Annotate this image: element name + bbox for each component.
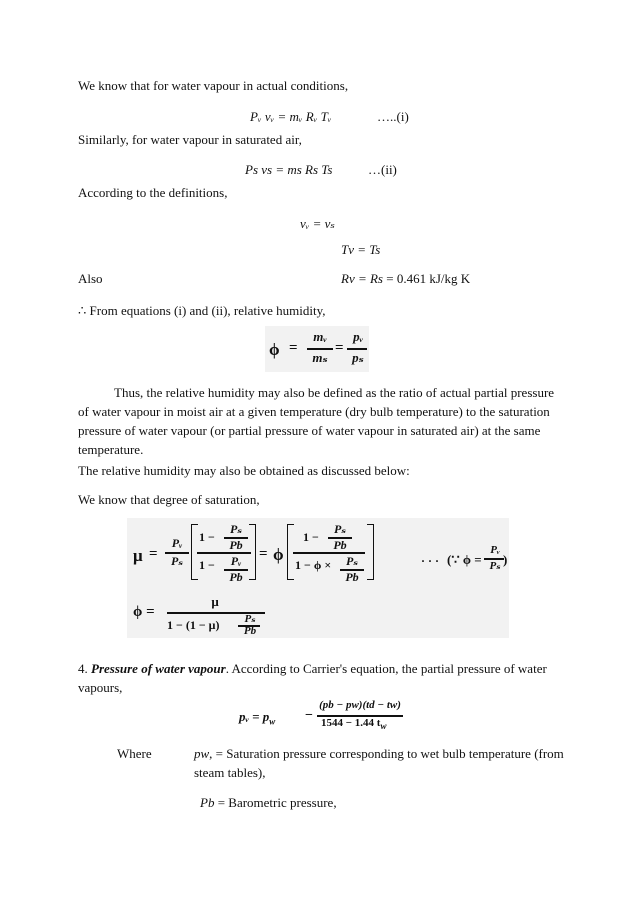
intro-text: We know that for water vapour in actual conditions, [78, 78, 349, 93]
equation-1-tag: …..(i) [377, 109, 409, 124]
pv-numerator: Pᵥ [171, 536, 183, 550]
phi-symbol: ϕ [273, 545, 284, 564]
ps-num: Pₛ [229, 522, 243, 536]
one-minus-3: 1 − [303, 530, 319, 544]
because-phi: (∵ ϕ = [447, 552, 482, 567]
item-4-title: Pressure of water vapour [91, 661, 226, 676]
ms-denominator: mₛ [312, 350, 328, 365]
ps-num-6: Pₛ [244, 613, 256, 625]
ps-denominator: Pₛ [170, 554, 184, 568]
equation-4: Tv = Ts [341, 242, 381, 257]
phi-equals: ϕ = [133, 604, 155, 620]
pb-definition: Pb = Barometric pressure, [200, 795, 337, 810]
equals-sign: = [259, 546, 268, 562]
mv-numerator: mᵥ [313, 329, 327, 344]
lhs: pᵥ = $p_w$ [239, 709, 276, 727]
pb-den-4: Pb [345, 570, 359, 584]
minus-sign: − [305, 708, 313, 723]
ps-denominator: pₛ [352, 350, 364, 365]
ellipsis: · · · [421, 554, 440, 568]
right-bracket [249, 524, 256, 580]
similarly-text: Similarly, for water vapour in saturated air, [78, 132, 302, 147]
paragraph-degree-saturation: We know that degree of saturation, [78, 492, 260, 507]
pb-den-3: Pb [333, 538, 347, 552]
pv-numerator: pᵥ [353, 329, 363, 344]
item-4-text: 4. Pressure of water vapour. According to Carrier's equation, the partial pressure of water vapours, [78, 661, 547, 695]
pb-den: Pb [229, 538, 243, 552]
ps-num-4: Pₛ [345, 554, 359, 568]
mu-numerator: μ [211, 594, 219, 609]
carrier-denominator: 1544 − 1.44 $t_w$ [321, 717, 387, 732]
pv-num-2: Pᵥ [230, 554, 242, 568]
equation-2-tag: …(ii) [368, 162, 397, 177]
phi-symbol: ϕ [269, 340, 280, 359]
equals-sign: = [149, 546, 158, 562]
mu-symbol: μ [133, 546, 143, 565]
degree-of-saturation-formula [127, 518, 509, 638]
one-minus-phi: 1 − ϕ × [295, 558, 332, 572]
definitions-text: According to the definitions, [78, 185, 228, 200]
pv-num-5: Pᵥ [490, 544, 500, 556]
ps-num-3: Pₛ [333, 522, 347, 536]
therefore-text: ∴ From equations (i) and (ii), relative humidity, [78, 303, 326, 318]
paragraph-obtained: The relative humidity may also be obtained as discussed below: [78, 463, 410, 478]
equation-2: Ps vs = ms Rs Ts [245, 162, 333, 177]
pb-den-6: Pb [243, 625, 257, 637]
equals-sign: = [335, 340, 344, 356]
right-bracket-2 [367, 524, 374, 580]
one-minus-2: 1 − [199, 558, 215, 572]
also-text: Also [78, 271, 103, 286]
relative-humidity-formula [265, 326, 369, 372]
close-paren: ) [503, 552, 508, 567]
carrier-numerator: (pb − pw)(td − tw) [319, 699, 401, 711]
equals-sign: = [289, 340, 298, 356]
carrier-equation [233, 697, 405, 735]
one-minus: 1 − [199, 530, 215, 544]
pb-den-2: Pb [229, 570, 243, 584]
paragraph-relative-humidity: Thus, the relative humidity may also be defined as the ratio of actual partial pressure of water vapour in moist air at a given temperature (dry bulb temperature) to the saturation pressure of water vapour (or partial pressure of water vapour in saturated air) at the same temperature. [78, 385, 555, 457]
equation-5: Rv = Rs = 0.461 kJ/kg K [341, 271, 471, 286]
where-label: Where [117, 746, 152, 761]
ps-den-5: Pₛ [489, 560, 501, 572]
equation-3: vᵥ = vₛ [300, 216, 335, 231]
equation-1: Pᵥ vᵥ = mᵥ Rᵥ Tᵥ [250, 109, 332, 124]
pw-definition: pw, = Saturation pressure corresponding to wet bulb temperature (from steam tables), [194, 746, 564, 780]
denominator-expr: 1 − (1 − μ) [167, 618, 220, 632]
